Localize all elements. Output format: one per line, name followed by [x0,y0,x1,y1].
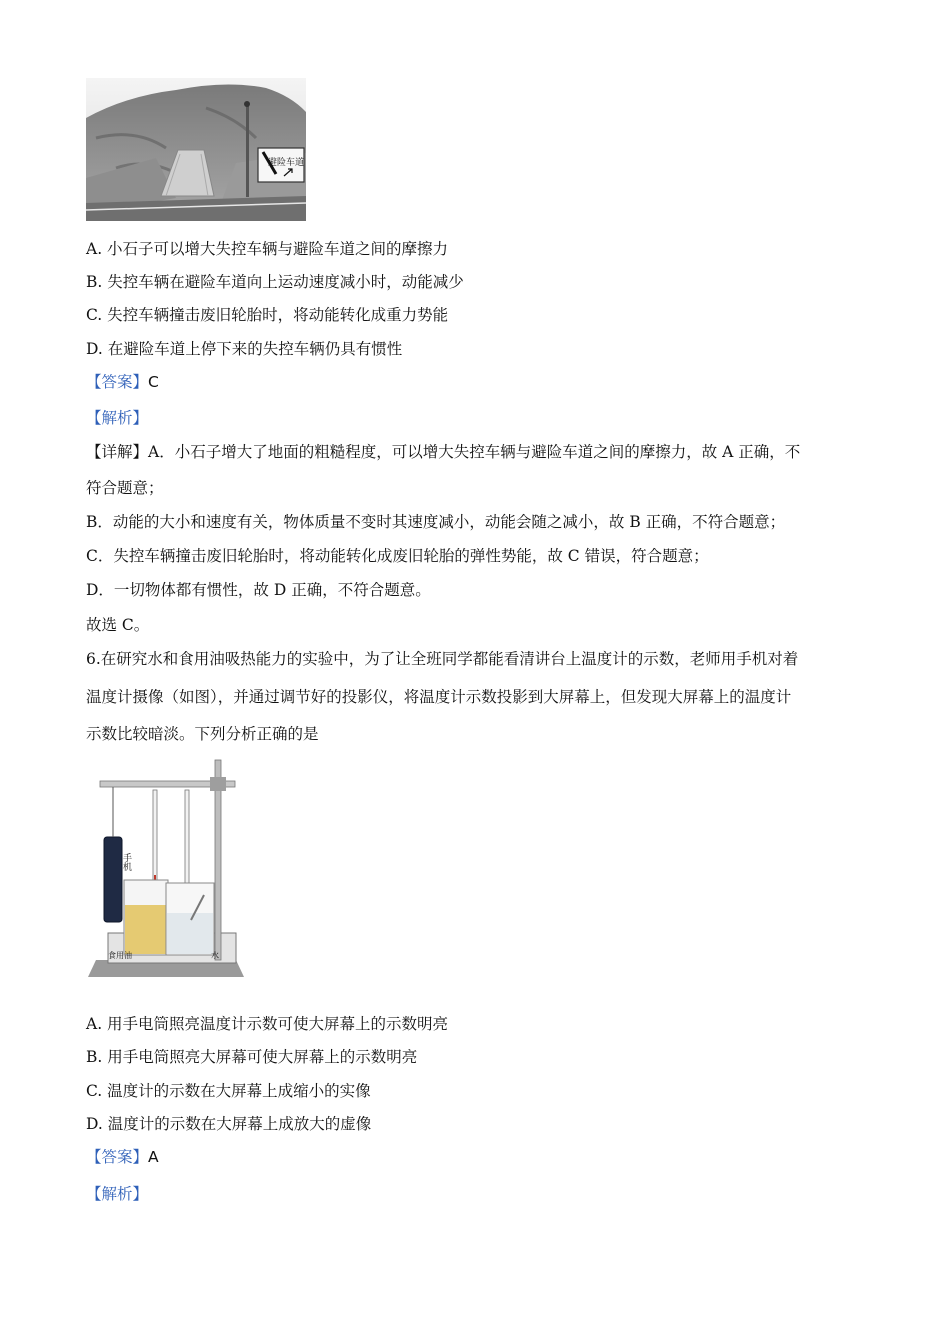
q5-detail-line-2: 符合题意； [86,479,164,497]
q5-option-b: B. 失控车辆在避险车道向上运动速度减小时，动能减少 [86,273,464,291]
answer-label: 【答案】 [86,1148,149,1166]
answer-label: 【答案】 [86,373,149,391]
q5-option-a: A. 小石子可以增大失控车辆与避险车道之间的摩擦力 [86,240,449,258]
q6-answer [86,1146,159,1168]
q5-option-d: D. 在避险车道上停下来的失控车辆仍具有惯性 [86,340,403,358]
q5-option-c: C. 失控车辆撞击废旧轮胎时，将动能转化成重力势能 [86,306,449,324]
q5-detail-line-4: C．失控车辆撞击废旧轮胎时，将动能转化成废旧轮胎的弹性势能，故 C 错误，符合题意； [86,547,709,565]
oil-label: 食用油 [108,951,132,960]
phone-label: 手机 [121,853,131,871]
q6-option-c: C. 温度计的示数在大屏幕上成缩小的实像 [86,1082,371,1100]
q5-detail-line-6: 故选 C。 [86,616,150,634]
thermometer-experiment-figure [86,755,246,983]
q6-option-a: A. 用手电筒照亮温度计示数可使大屏幕上的示数明亮 [86,1015,449,1033]
q6-stem-line-2: 温度计摄像（如图），并通过调节好的投影仪，将温度计示数投影到大屏幕上，但发现大屏幕上的温度计 [86,688,792,706]
q5-detail-line-1: 【详解】A．小石子增大了地面的粗糙程度，可以增大失控车辆与避险车道之间的摩擦力，故 A 正确，不 [86,443,801,461]
q5-detail-line-5: D．一切物体都有惯性，故 D 正确，不符合题意。 [86,581,431,599]
q6-analysis-label: 【解析】 [86,1185,149,1203]
sign-text: 避险车道 [268,158,305,168]
q5-answer [86,371,159,393]
escape-ramp-photo [86,78,306,221]
q6-option-b: B. 用手电筒照亮大屏幕可使大屏幕上的示数明亮 [86,1048,418,1066]
answer-value: A [148,1148,159,1166]
q6-option-d: D. 温度计的示数在大屏幕上成放大的虚像 [86,1115,372,1133]
q5-analysis-label: 【解析】 [86,409,149,427]
q6-stem-line-1: 6.在研究水和食用油吸热能力的实验中，为了让全班同学都能看清讲台上温度计的示数，老师用手机对着 [86,650,799,668]
q6-stem-line-3: 示数比较暗淡。下列分析正确的是 [86,725,319,743]
q5-detail-line-3: B．动能的大小和速度有关，物体质量不变时其速度减小，动能会随之减小，故 B 正确，不符合题意； [86,513,786,531]
answer-value: C [148,373,159,391]
water-label: 水 [211,951,219,960]
